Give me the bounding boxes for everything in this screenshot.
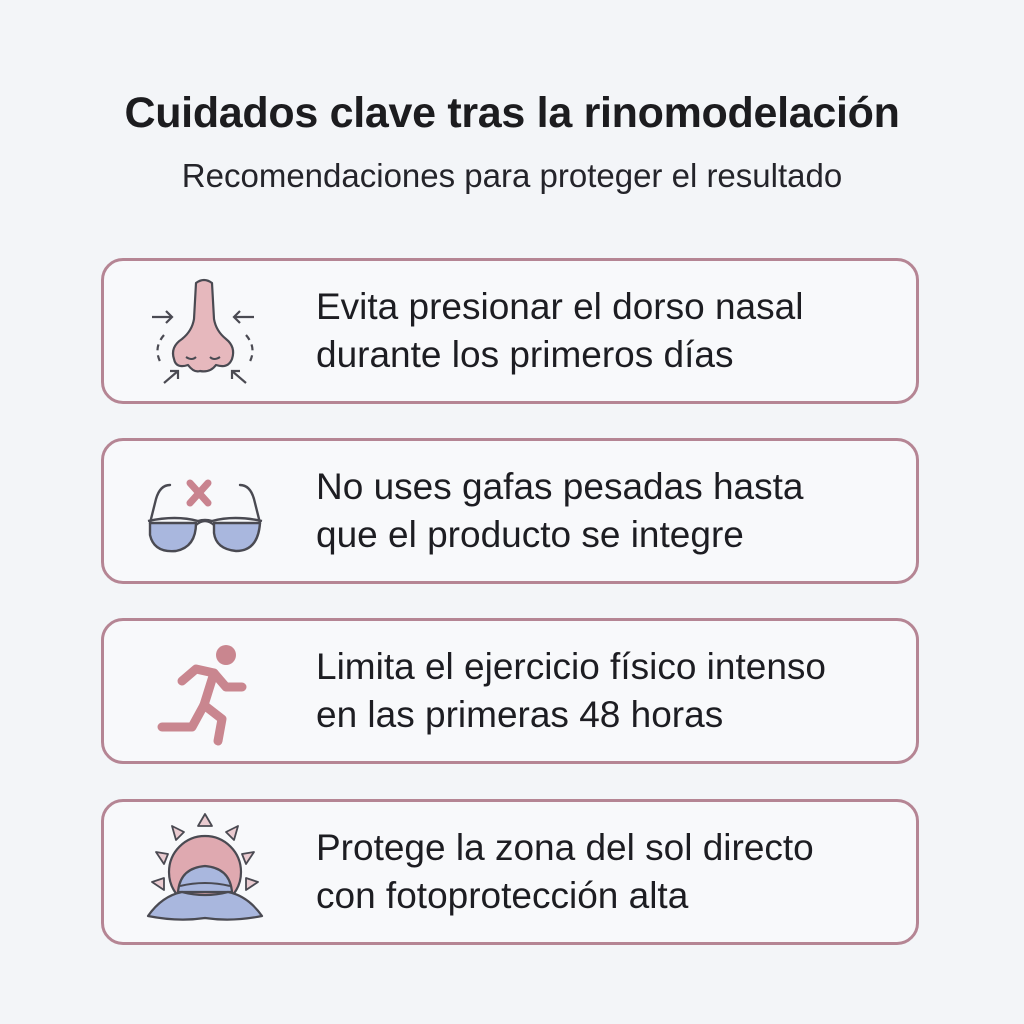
care-card-glasses [101, 438, 919, 584]
sun-hat-icon [142, 810, 268, 936]
card-line-2: durante los primeros días [316, 334, 734, 375]
header [0, 84, 1024, 196]
card-line-1: Evita presionar el dorso nasal [316, 286, 804, 327]
card-text [316, 441, 906, 581]
card-line-1: Protege la zona del sol directo [316, 827, 814, 868]
card-line-1: Limita el ejercicio físico intenso [316, 646, 826, 687]
card-line-2: en las primeras 48 horas [316, 694, 724, 735]
care-card-exercise [101, 618, 919, 764]
card-text [316, 802, 906, 942]
card-text [316, 621, 906, 761]
nose-pressure-icon [142, 269, 268, 395]
running-person-icon [142, 629, 268, 755]
card-line-2: con fotoprotección alta [316, 875, 689, 916]
page-title: Cuidados clave tras la rinomodelación [124, 89, 900, 137]
glasses-no-icon [142, 449, 268, 575]
care-card-nose [101, 258, 919, 404]
card-line-2: que el producto se integre [316, 514, 744, 555]
card-text [316, 261, 906, 401]
care-card-sun [101, 799, 919, 945]
page-subtitle: Recomendaciones para proteger el resultado [181, 157, 843, 194]
card-line-1: No uses gafas pesadas hasta [316, 466, 804, 507]
